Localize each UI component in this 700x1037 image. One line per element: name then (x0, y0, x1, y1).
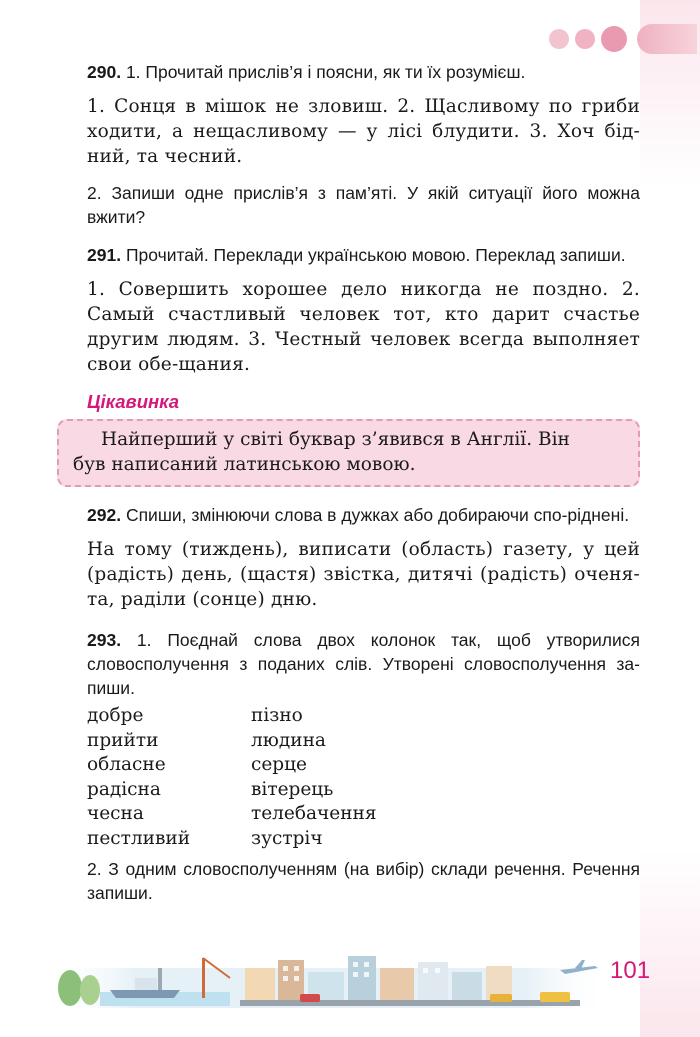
task-text: 1. Поєднай слова двох колонок так, щоб утворилися словосполучення з поданих слів. Утворені словосполучення за-пиши. (87, 630, 640, 698)
decor-tab (637, 24, 697, 54)
task-number: 292. (87, 505, 122, 525)
word-item: чесна (87, 803, 144, 824)
task-290-part2: 2. Запиши одне прислів’я з пам’яті. У якій ситуації його можна вжити? (87, 183, 640, 227)
word-item: прийти (87, 729, 159, 751)
word-column-left (87, 704, 251, 851)
task-293-instruction (87, 628, 640, 700)
page-content (73, 60, 640, 915)
word-column-right (251, 704, 451, 851)
fun-fact-box (57, 419, 640, 487)
word-item: добре (87, 705, 144, 726)
task-293-part2: 2. З одним словосполученням (на вибір) склади речення. Речення запиши. (87, 859, 640, 903)
word-item: пізно (251, 705, 303, 726)
footer-cityscape-illustration (50, 938, 610, 1008)
task-number: 291. (87, 245, 122, 265)
word-item: обласне (87, 754, 166, 775)
word-item: серце (251, 754, 307, 775)
task-text: Спиши, змінюючи слова в дужках або добираючи спо-ріднені. (125, 505, 630, 525)
decor-dot (601, 26, 627, 52)
task-text: 1. Прочитай прислів’я і поясни, як ти їх розумієш. (125, 62, 526, 82)
task-290-proverbs: 1. Сонця в мішок не зловиш. 2. Щасливому по гриби ходити, а нещасливому — у лісі блудити. 3. Хоч бід-ний, та чесний. (87, 96, 640, 167)
page-number: 101 (610, 957, 651, 984)
word-columns (87, 704, 640, 851)
task-text: Прочитай. Переклади українською мовою. Переклад запиши. (125, 245, 626, 265)
decor-dot (549, 29, 569, 49)
header-decoration (549, 24, 697, 54)
decor-dot (575, 29, 595, 49)
task-290-instruction (87, 60, 640, 84)
cityscape-icon (50, 938, 610, 1008)
task-292-text: На тому (тиждень), виписати (область) газету, у цей (радість) день, (щастя) звістка, дитячі (радість) оченя-та, раділи (сонце) дню. (87, 539, 640, 610)
fun-fact-title: Цікавинка (87, 391, 180, 412)
fun-fact-line: був написаний латинською мовою. (73, 454, 416, 475)
task-number: 290. (87, 62, 122, 82)
word-item: вітерець (251, 778, 334, 800)
task-number: 293. (87, 630, 122, 650)
word-item: пестливий (87, 827, 191, 849)
task-291-text: 1. Совершить хорошее дело никогда не поздно. 2. Самый счастливый человек тот, кто дарит счастье другим людям. 3. Честный человек всегда выполняет свои обе-щания. (87, 279, 640, 375)
fun-fact-line: Найперший у світі буквар з’явився в Англії. Він (101, 429, 570, 450)
word-item: телебачення (251, 803, 377, 824)
page-edge-strip (640, 0, 700, 1037)
word-item: людина (251, 729, 326, 751)
word-item: радісна (87, 778, 161, 800)
word-item: зустріч (251, 827, 323, 849)
task-291-instruction (87, 243, 640, 267)
task-292-instruction (87, 503, 640, 527)
